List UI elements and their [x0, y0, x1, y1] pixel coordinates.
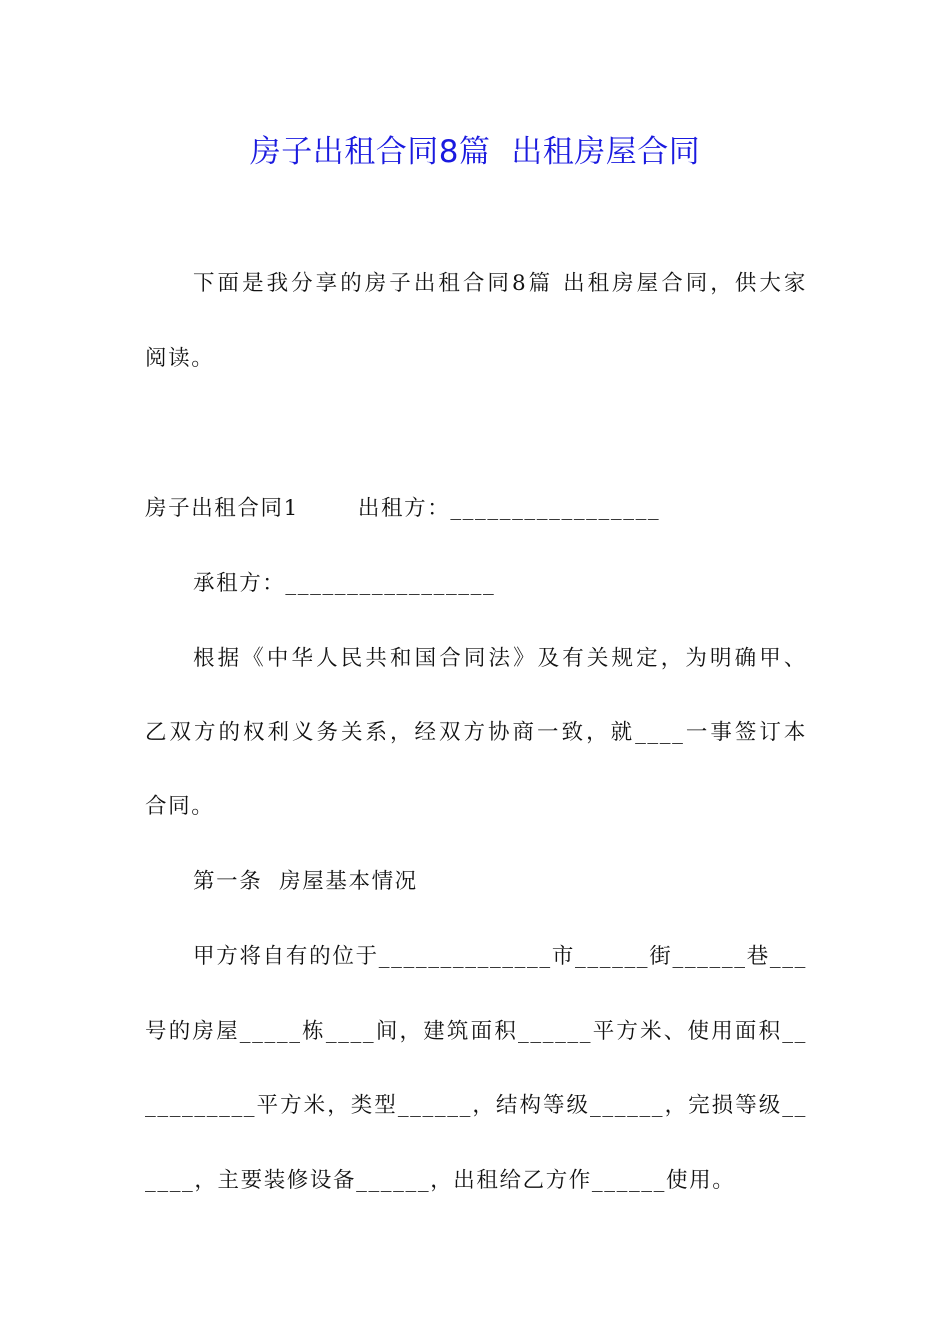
- intro-line-1: 下面是我分享的房子出租合同8篇 出租房屋合同，供大家: [193, 271, 807, 296]
- article1-line-4: ____，主要装修设备______，出租给乙方作______使用。: [145, 1168, 736, 1193]
- contract1-heading-lessor-line: 房子出租合同1 出租方：_________________: [145, 496, 661, 521]
- article1-line-2: 号的房屋_____栋____间，建筑面积______平方米、使用面积__: [145, 1019, 807, 1044]
- basis-line-1: 根据《中华人民共和国合同法》及有关规定，为明确甲、: [193, 646, 807, 671]
- tenant-line: 承租方：_________________: [193, 571, 496, 596]
- basis-line-3: 合同。: [145, 794, 215, 819]
- basis-line-2: 乙双方的权利义务关系，经双方协商一致，就____一事签订本: [145, 720, 807, 745]
- article1-heading: 第一条 房屋基本情况: [193, 869, 418, 894]
- article1-line-1: 甲方将自有的位于______________市______街______巷___: [193, 944, 807, 969]
- document-title: 房子出租合同8篇 出租房屋合同: [249, 134, 701, 170]
- article1-line-3: _________平方米，类型______，结构等级______，完损等级__: [145, 1093, 807, 1118]
- intro-line-2: 阅读。: [145, 346, 215, 371]
